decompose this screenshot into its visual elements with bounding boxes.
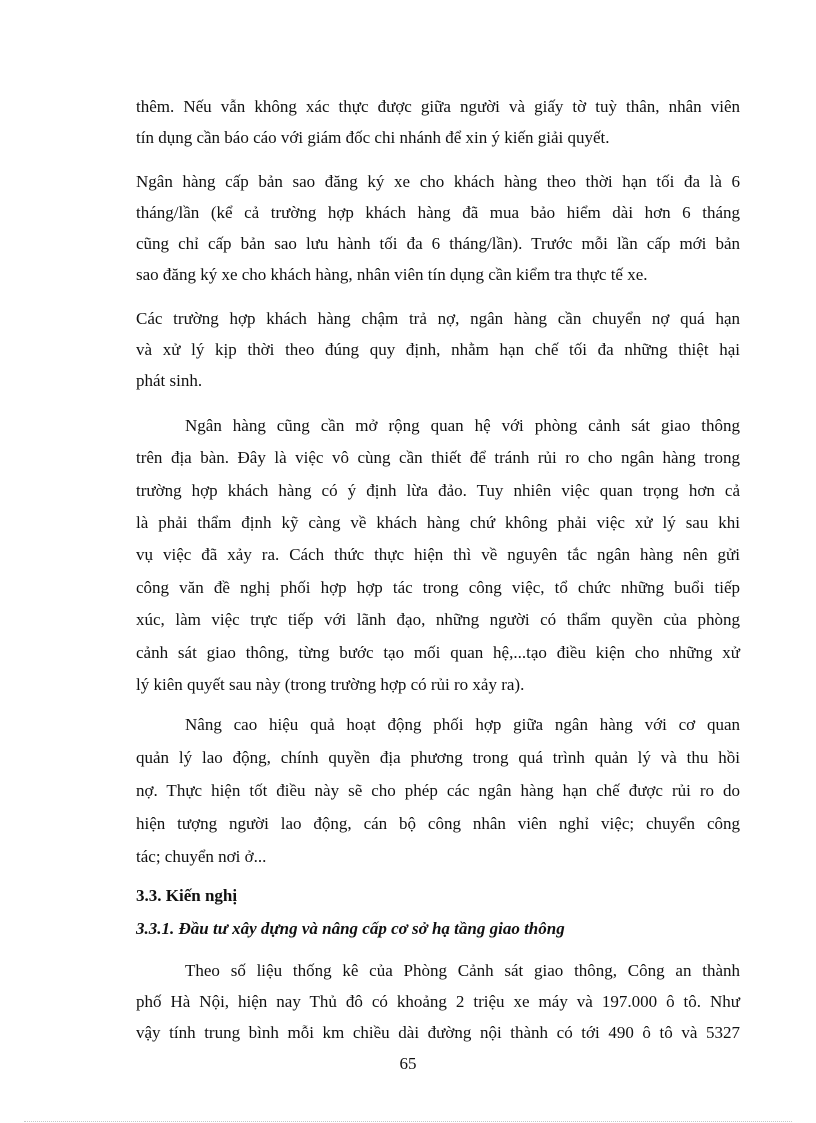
page-number: 65 (399, 1054, 417, 1073)
paragraph-4-line-3: trường hợp khách hàng có ý định lừa đảo. Tuy nhiên việc quan trọng hơn cả (136, 481, 740, 500)
paragraph-4-line-9: lý kiên quyết sau này (trong trường hợp có rủi ro xảy ra). (136, 675, 525, 694)
final-paragraph-line-3: vậy tính trung bình mỗi km chiều dài đường nội thành có tới 490 ô tô và 5327 (136, 1023, 740, 1042)
paragraph-4-line-6: công văn đề nghị phối hợp hợp tác trong công việc, tổ chức những buổi tiếp (136, 578, 740, 597)
paragraph-1-line-1: thêm. Nếu vẫn không xác thực được giữa người và giấy tờ tuỳ thân, nhân viên (136, 97, 740, 116)
paragraph-5-line-4: hiện tượng người lao động, cán bộ công nhân viên nghỉ việc; chuyển công (136, 814, 740, 833)
paragraph-5-line-1: Nâng cao hiệu quả hoạt động phối hợp giữa ngân hàng với cơ quan (185, 715, 740, 734)
paragraph-5-line-5: tác; chuyển nơi ở... (136, 847, 267, 866)
paragraph-4-line-8: cảnh sát giao thông, từng bước tạo mối quan hệ,...tạo điều kiện cho những xử (136, 643, 740, 662)
paragraph-4-line-7: xúc, làm việc trực tiếp với lãnh đạo, những người có thẩm quyền của phòng (136, 610, 740, 629)
final-paragraph-line-1: Theo số liệu thống kê của Phòng Cảnh sát giao thông, Công an thành (185, 961, 740, 980)
section-heading: 3.3. Kiến nghị (136, 886, 238, 905)
paragraph-4-line-5: vụ việc đã xảy ra. Cách thức thực hiện thì về nguyên tắc ngân hàng nên gửi (136, 545, 740, 564)
final-paragraph-line-2: phố Hà Nội, hiện nay Thủ đô có khoảng 2 triệu xe máy và 197.000 ô tô. Như (136, 992, 740, 1011)
paragraph-3-line-3: phát sinh. (136, 371, 203, 390)
subsection-heading: 3.3.1. Đầu tư xây dựng và nâng cấp cơ sở hạ tầng giao thông (136, 919, 565, 938)
page-bottom-divider (24, 1121, 792, 1122)
paragraph-3-line-1: Các trường hợp khách hàng chậm trả nợ, ngân hàng cần chuyển nợ quá hạn (136, 309, 740, 328)
paragraph-5-line-2: quản lý lao động, chính quyền địa phương trong quá trình quản lý và thu hồi (136, 748, 740, 767)
paragraph-4-line-2: trên địa bàn. Đây là việc vô cùng cần thiết để tránh rủi ro cho ngân hàng trong (136, 448, 740, 467)
paragraph-4-line-4: là phải thẩm định kỹ càng về khách hàng chứ không phải việc xử lý sau khi (136, 513, 740, 532)
paragraph-4-line-1: Ngân hàng cũng cần mở rộng quan hệ với phòng cảnh sát giao thông (185, 416, 740, 435)
paragraph-2-line-4: sao đăng ký xe cho khách hàng, nhân viên tín dụng cần kiểm tra thực tế xe. (136, 265, 648, 284)
paragraph-1-line-2: tín dụng cần báo cáo với giám đốc chi nhánh để xin ý kiến giải quyết. (136, 128, 610, 147)
paragraph-5-line-3: nợ. Thực hiện tốt điều này sẽ cho phép các ngân hàng hạn chế được rủi ro do (136, 781, 740, 800)
paragraph-2-line-2: tháng/lần (kể cả trường hợp khách hàng đã mua bảo hiểm dài hơn 6 tháng (136, 203, 740, 222)
paragraph-3-line-2: và xử lý kịp thời theo đúng quy định, nhằm hạn chế tối đa những thiệt hại (136, 340, 740, 359)
paragraph-2-line-1: Ngân hàng cấp bản sao đăng ký xe cho khách hàng theo thời hạn tối đa là 6 (136, 172, 740, 191)
paragraph-2-line-3: cũng chỉ cấp bản sao lưu hành tối đa 6 tháng/lần). Trước mỗi lần cấp mới bản (136, 234, 740, 253)
